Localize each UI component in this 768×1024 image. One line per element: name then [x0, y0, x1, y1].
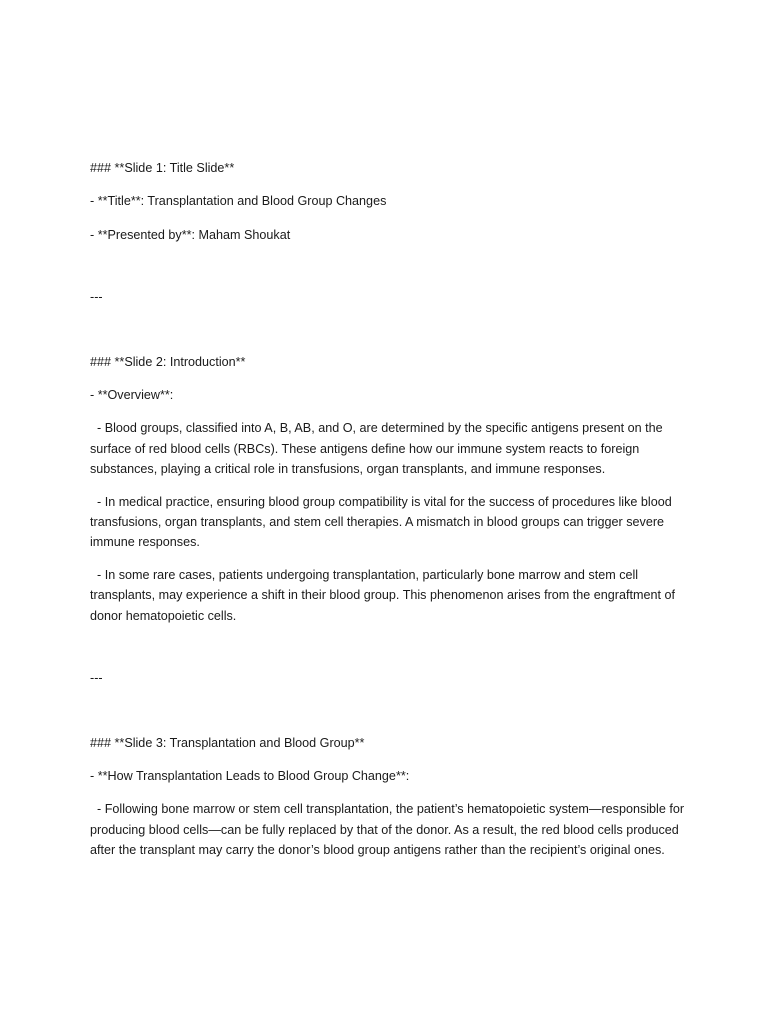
slide1-title-line: - **Title**: Transplantation and Blood Group Changes	[90, 194, 387, 209]
slide2-overview-label: - **Overview**:	[90, 388, 174, 403]
slide3-paragraph: - Following bone marrow or stem cell transplantation, the patient’s hematopoietic system—responsible for producing blood cells—can be fully replaced by that of the donor. As a result, the red blood cells produced after the transplant may carry the donor’s blood group antigens rather than the recipient’s original ones.	[90, 802, 688, 858]
slide2-heading: ### **Slide 2: Introduction**	[90, 354, 246, 369]
slide3-heading: ### **Slide 3: Transplantation and Blood Group**	[90, 735, 365, 750]
slide1-presenter-line: - **Presented by**: Maham Shoukat	[90, 227, 291, 242]
separator: ---	[90, 671, 103, 686]
slide2-paragraph: - Blood groups, classified into A, B, AB, and O, are determined by the specific antigens present on the surface of red blood cells (RBCs). These antigens define how our immune system reacts to foreign substances, playing a critical role in transfusions, organ transplants, and immune responses.	[90, 421, 667, 477]
slide1-heading: ### **Slide 1: Title Slide**	[90, 161, 235, 175]
slide2-paragraph: - In medical practice, ensuring blood group compatibility is vital for the success of procedures like blood transfusions, organ transplants, and stem cell therapies. A mismatch in blood groups can trigger severe immune responses.	[90, 494, 676, 550]
document-body	[90, 158, 690, 873]
separator: ---	[90, 290, 103, 305]
slide3-subheading: - **How Transplantation Leads to Blood Group Change**:	[90, 768, 410, 783]
slide2-paragraph: - In some rare cases, patients undergoing transplantation, particularly bone marrow and stem cell transplants, may experience a shift in their blood group. This phenomenon arises from the engraftment of donor hematopoietic cells.	[90, 567, 679, 623]
